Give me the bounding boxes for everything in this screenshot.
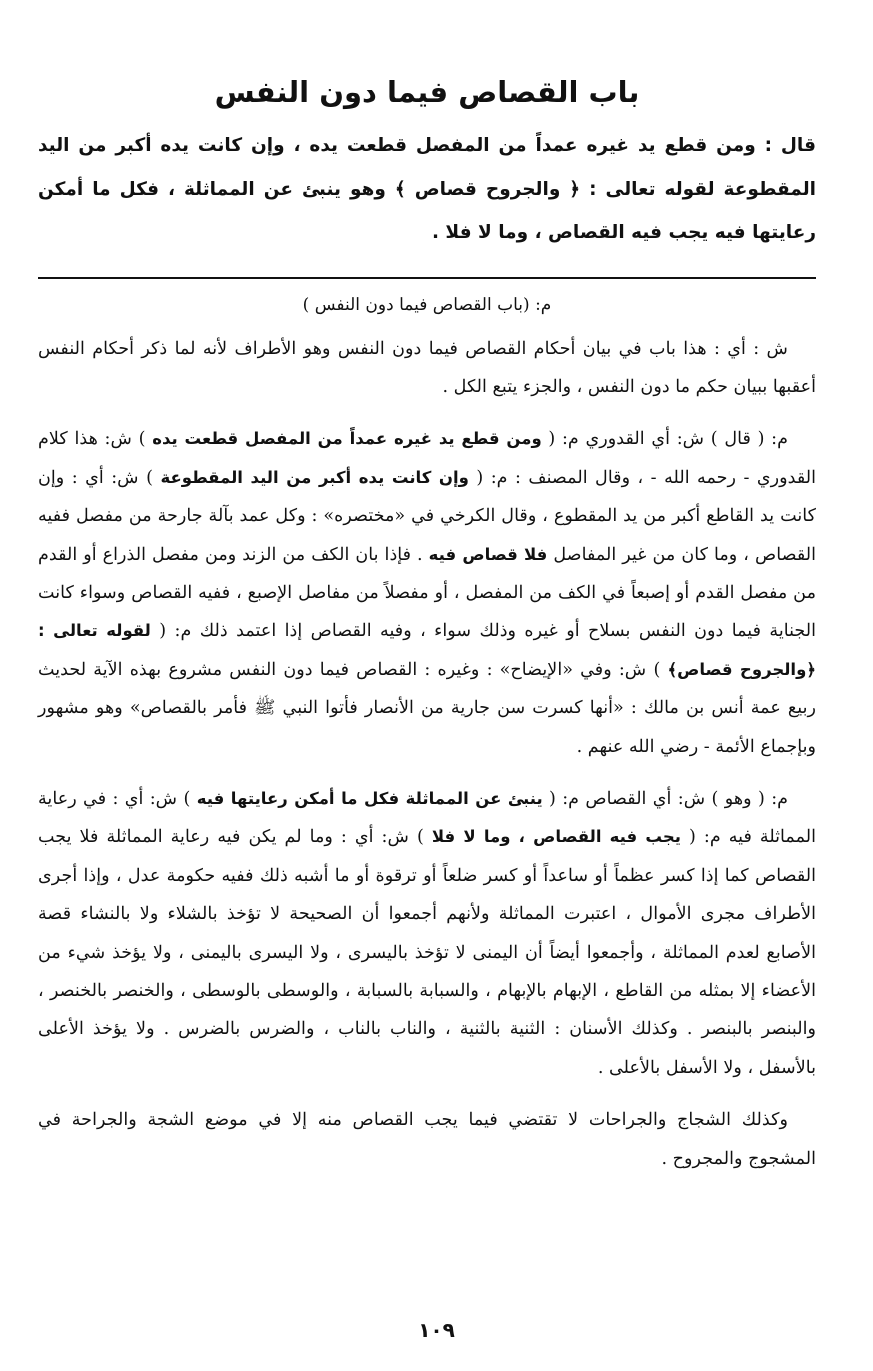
commentary-heading: م: (باب القصاص فيما دون النفس ) [302, 294, 552, 315]
commentary-paragraph-1: ش : أي : هذا باب في بيان أحكام القصاص فيما دون النفس وهو الأطراف لأنه لما ذكر أحكام النفس أعقبها ببيان حكم ما دون النفس ، والجزء يتبع الكل . [38, 338, 816, 397]
quoted-matn: ينبئ عن المماثلة فكل ما أمكن رعايتها فيه [196, 788, 543, 808]
text-run: ) ش: أي : وما لم يكن فيه رعاية المماثلة فلا يجب القصاص كما إذا كسر عظماً أو ساعداً أو كسر ضلعاً أو ترقوة أو ما أشبه ذلك ففيه حكومة عدل ، وإذا أجرى الأطراف مجرى الأموال ، اعتبرت المماثلة ولأنهم أجمعوا أن الصحيحة لا تؤخذ بالشلاء ولا بالنشاء قصة الأصابع لعدم المماثلة ، وأجمعوا أيضاً أن اليمنى لا تؤخذ باليسرى ، ولا اليسرى باليمنى ، ولا يؤخذ شيء من الأعضاء إلا بمثله من القاطع ، الإبهام بالإبهام ، والسبابة بالسبابة ، والوسطى بالوسطى ، والخنصر بالخنصر ، والبنصر بالبنصر . وكذلك الأسنان : الثنية بالثنية ، والناب بالناب ، والضرس بالضرس . ولا يؤخذ الأعلى بالأسفل ، ولا الأسفل بالأعلى . [38, 827, 816, 1078]
text-run: م: ( وهو ) ش: أي القصاص م: ( [549, 788, 789, 809]
commentary-paragraph-3 [38, 780, 816, 1087]
quoted-matn: وإن كانت يده أكبر من اليد المقطوعة [160, 467, 469, 487]
text-run: ) ش: هذا كلام القدوري - رحمه الله - ، وقال المصنف : م: ( [38, 429, 817, 488]
quoted-matn: لقوله تعالى : ﴿والجروح قصاص﴾ [38, 621, 816, 679]
text-run: م: ( قال ) ش: أي القدوري م: ( [548, 429, 788, 450]
quoted-matn: ومن قطع يد غيره عمداً من المفصل قطعت يده [152, 429, 542, 449]
book-page [38, 70, 816, 1192]
page-number: ١٠٩ [418, 1318, 455, 1342]
text-run: ) ش: وفي «الإيضاح» : وغيره : القصاص فيما دون النفس مشروع بهذه الآية لحديث ربيع عمة أنس بن مالك : «أنها كسرت سن جارية من الأنصار فأتوا النبي ﷺ فأمر بالقصاص» وهو مشهور وبإجماع الأئمة - رضي الله عنهم . [38, 659, 816, 757]
main-text: قال : ومن قطع يد غيره عمداً من المفصل قطعت يده ، وإن كانت يده أكبر من اليد المقطوعة لقوله تعالى : ﴿ والجروح قصاص ﴾ وهو ينبئ عن المماثلة ، فكل ما أمكن رعايتها فيه يجب فيه القصاص ، وما لا فلا . [38, 135, 816, 243]
quoted-matn: فلا قصاص فيه [428, 544, 548, 564]
separator-line [38, 277, 816, 279]
text-run: ) ش: أي : وإن كانت يد القاطع أكبر من يد المقطوع ، وقال الكرخي في «مختصره» : وكل عمد بآلة جارحة من مفصل ففيه القصاص ، وما كان من غير المفاصل [38, 467, 817, 565]
text-run: ) ش: أي : في رعاية المماثلة فيه م: ( [38, 788, 817, 848]
commentary-paragraph-4: وكذلك الشجاج والجراحات لا تقتضي فيما يجب القصاص منه إلا في موضع الشجة والجراحة في المشجوج والمجروح . [38, 1110, 816, 1169]
quoted-matn: يجب فيه القصاص ، وما لا فلا [431, 827, 681, 847]
commentary-paragraph-2 [38, 420, 816, 766]
chapter-title: باب القصاص فيما دون النفس [214, 75, 640, 109]
text-run: . فإذا بان الكف من الزند ومن مفصل الذراع أو القدم من مفصل القدم أو إصبعاً في الكف من المفصل ، أو مفصلاً من مفاصل الإصبع ، ففيه القصاص وسواء كانت الجناية فيما دون النفس بسلاح أو غيره وذلك سواء ، وفيه القصاص إذا اعتمد ذلك م: ( [38, 544, 816, 642]
